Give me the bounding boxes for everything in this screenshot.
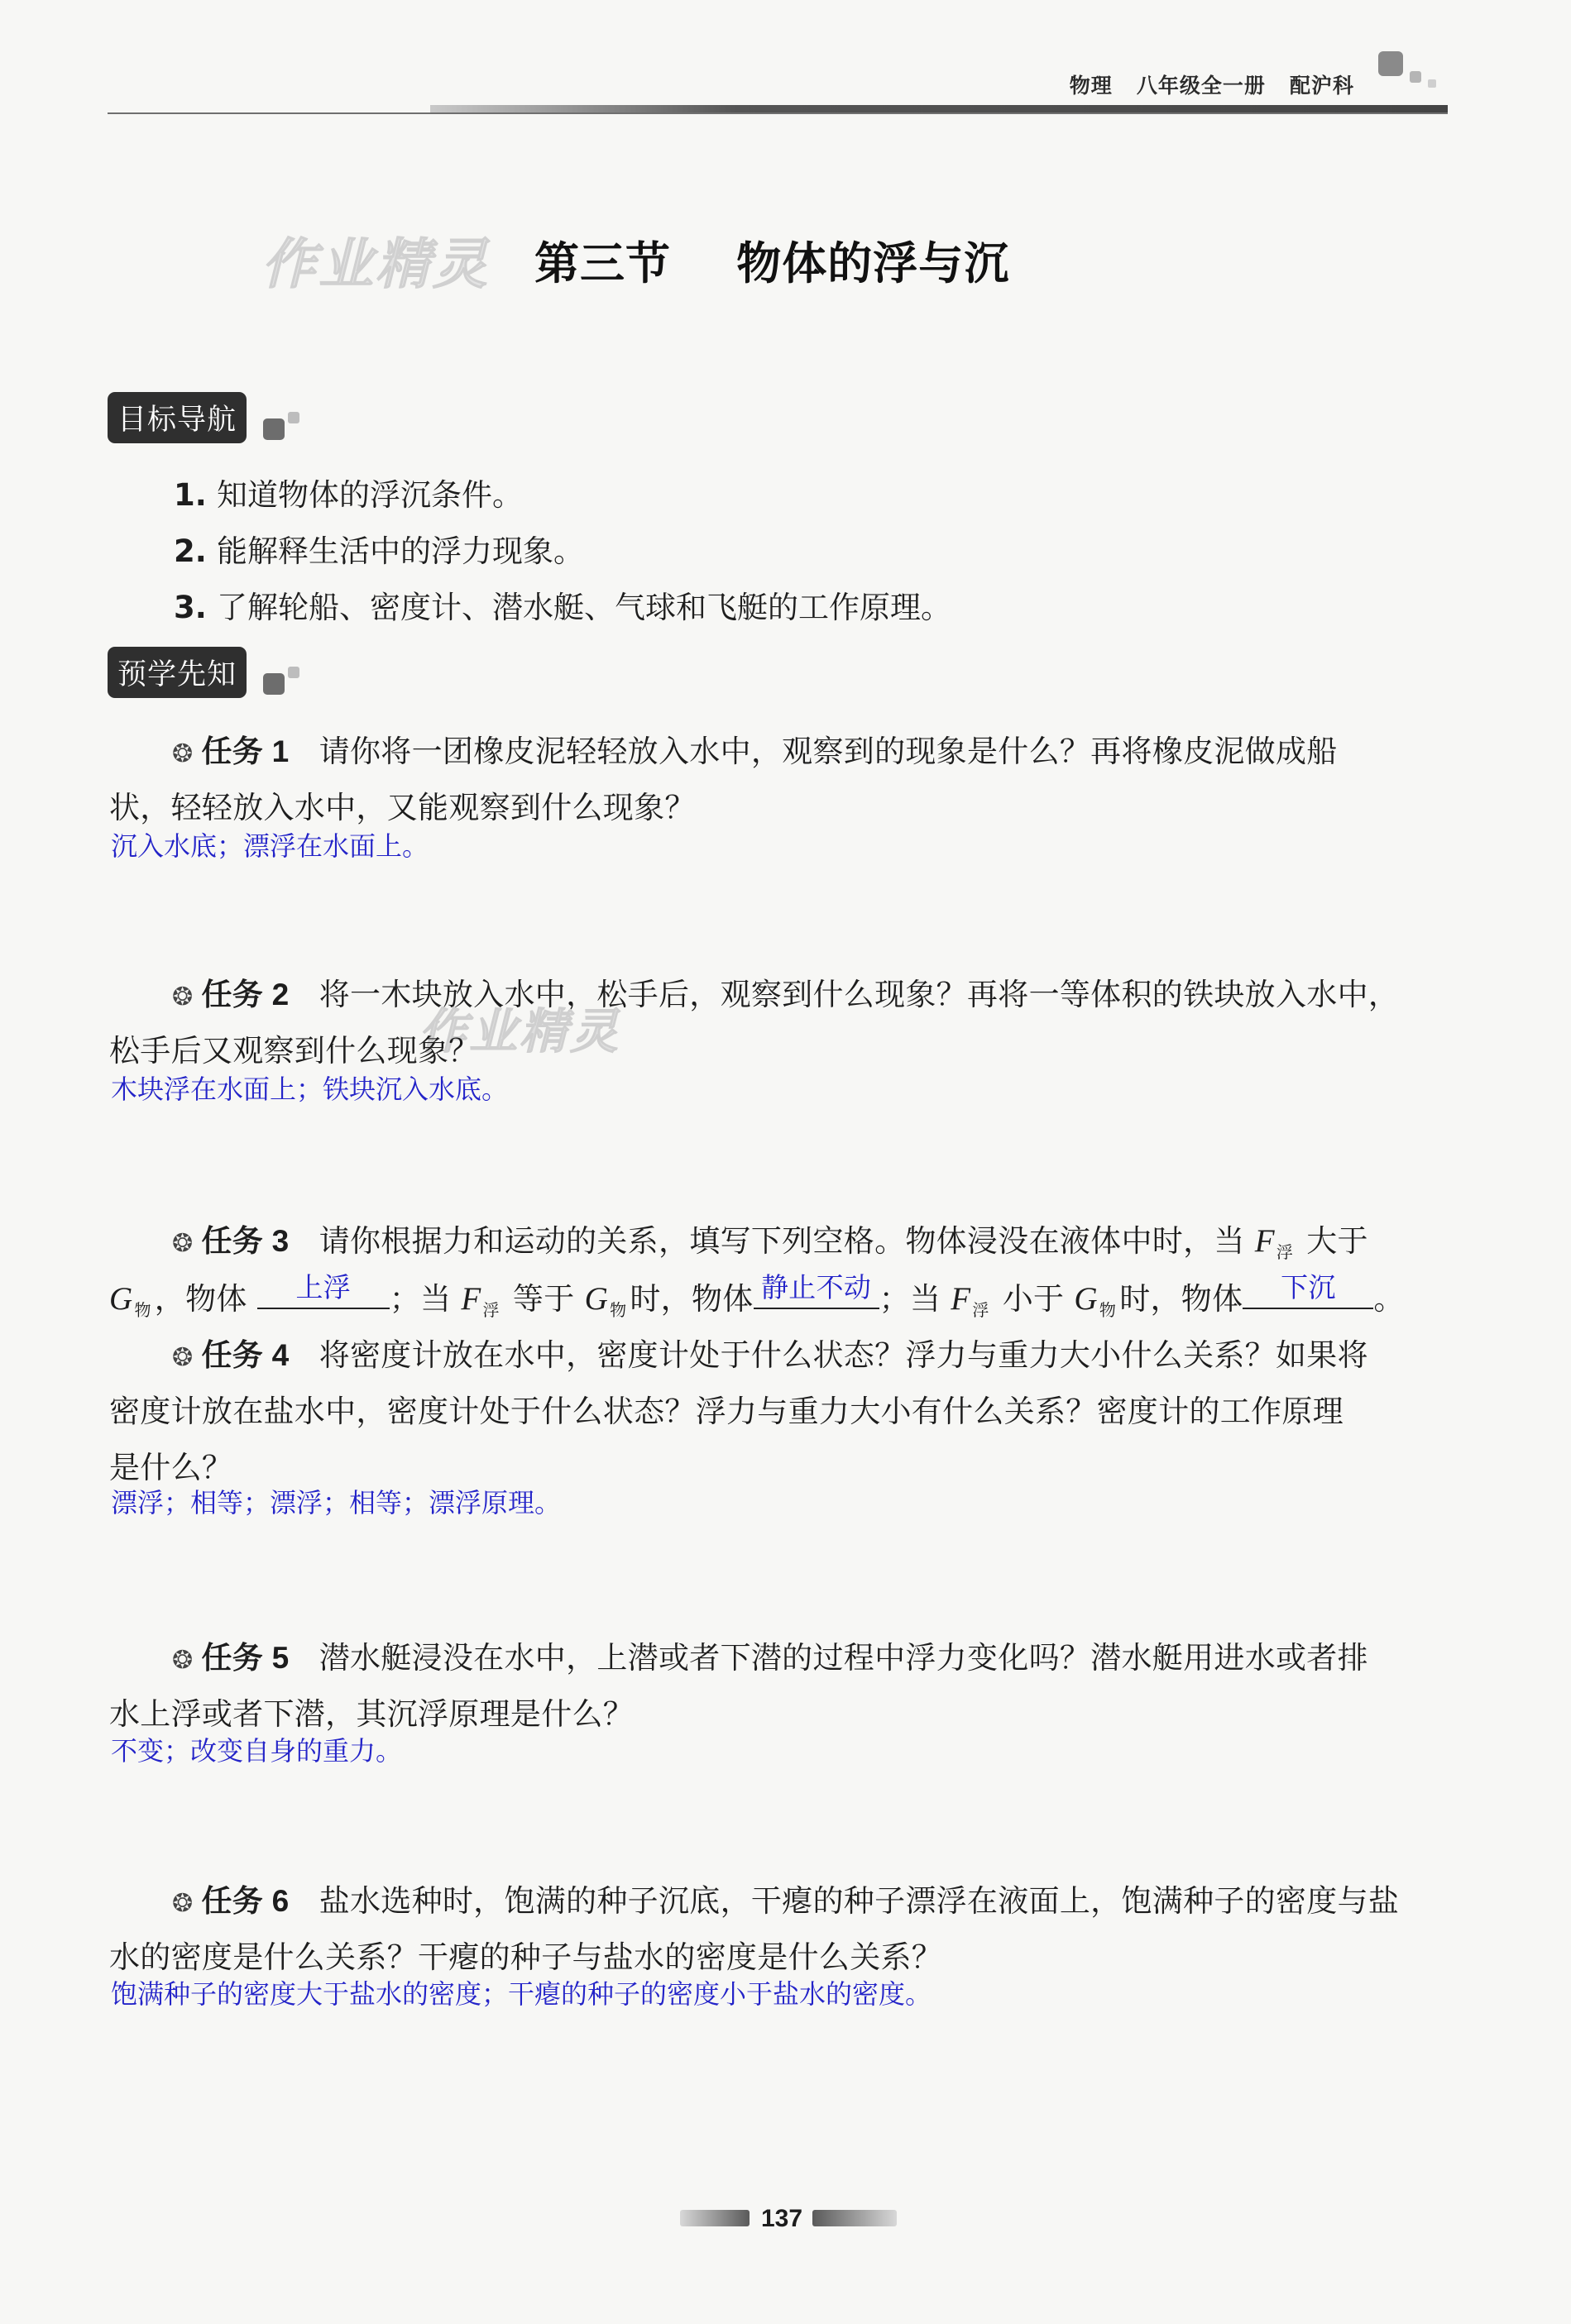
header-rule-thick	[430, 105, 1448, 112]
footer-decor-bar	[680, 2210, 750, 2226]
watermark: 作业精灵	[419, 1003, 621, 1059]
task1-question: ❂ 任务 1 请你将一团橡皮泥轻轻放入水中，观察到的现象是什么？再将橡皮泥做成船	[172, 734, 1338, 769]
header-decor-square	[1428, 79, 1436, 88]
section-title: 第三节 物体的浮与沉	[534, 237, 1010, 289]
goal-item: 1. 知道物体的浮沉条件。	[174, 477, 523, 513]
goal-item: 2. 能解释生活中的浮力现象。	[174, 533, 584, 569]
watermark: 作业精灵	[261, 232, 490, 296]
task4-answer: 漂浮；相等；漂浮；相等；漂浮原理。	[111, 1487, 562, 1518]
task2-question: ❂ 任务 2 将一木块放入水中，松手后，观察到什么现象？再将一等体积的铁块放入水中，	[172, 977, 1400, 1012]
task6-answer: 饱满种子的密度大于盐水的密度；干瘪的种子的密度小于盐水的密度。	[111, 1978, 932, 2010]
header-rule	[108, 112, 1448, 114]
task3-question: ❂ 任务 3 请你根据力和运动的关系，填写下列空格。物体浸没在液体中时，当 F $_浮$ 大于	[172, 1223, 1368, 1262]
gear-icon: ❂	[172, 1229, 194, 1258]
gear-icon: ❂	[172, 1343, 194, 1372]
blank-1[interactable]: 上浮	[257, 1274, 390, 1309]
gear-icon: ❂	[172, 1889, 194, 1918]
goal-item: 3. 了解轮船、密度计、潜水艇、气球和飞艇的工作原理。	[174, 590, 951, 625]
task1-question-cont: 状，轻轻放入水中，又能观察到什么现象？	[109, 790, 696, 825]
blank-2[interactable]: 静止不动	[754, 1274, 879, 1309]
task4-question-cont: 是什么？	[109, 1450, 233, 1485]
task2-question-cont: 松手后又观察到什么现象？	[109, 1033, 480, 1069]
task4-question: ❂ 任务 4 将密度计放在水中，密度计处于什么状态？浮力与重力大小什么关系？如果将	[172, 1337, 1368, 1373]
footer-decor-bar	[812, 2210, 897, 2226]
gear-icon: ❂	[172, 739, 194, 768]
blank-3[interactable]: 下沉	[1243, 1274, 1373, 1309]
task6-question-cont: 水的密度是什么关系？干瘪的种子与盐水的密度是什么关系？	[109, 1939, 943, 1975]
task5-question: ❂ 任务 5 潜水艇浸没在水中，上潜或者下潜的过程中浮力变化吗？潜水艇用进水或者排	[172, 1640, 1368, 1676]
goals-badge: 目标导航	[108, 392, 247, 443]
task2-answer: 木块浮在水面上；铁块沉入水底。	[111, 1074, 509, 1105]
header-decor-square	[1410, 71, 1421, 83]
task4-question-cont: 密度计放在盐水中，密度计处于什么状态？浮力与重力大小有什么关系？密度计的工作原理	[109, 1394, 1343, 1429]
task6-question: ❂ 任务 6 盐水选种时，饱满的种子沉底，干瘪的种子漂浮在液面上，饱满种子的密度与盐	[172, 1883, 1400, 1919]
badge-decor-square	[263, 418, 285, 440]
task3-fill-line: G $_物$ ，物体 上浮 ；当 F $_浮$ 等于 G $_物$ 时，物体 静止不动 ；当 F $_浮$ 小于 G $_物$ 时，物体 下沉 。	[109, 1271, 1405, 1320]
badge-decor-square	[288, 667, 299, 678]
running-header: 物理 八年级全一册 配沪科	[1069, 74, 1354, 98]
task5-question-cont: 水上浮或者下潜，其沉浮原理是什么？	[109, 1696, 635, 1732]
header-decor-square	[1378, 51, 1403, 76]
task5-answer: 不变；改变自身的重力。	[111, 1735, 403, 1767]
gear-icon: ❂	[172, 983, 194, 1011]
page-number: 137	[761, 2205, 803, 2232]
gear-icon: ❂	[172, 1646, 194, 1675]
badge-decor-square	[263, 673, 285, 695]
badge-decor-square	[288, 412, 299, 423]
task1-answer: 沉入水底；漂浮在水面上。	[111, 830, 429, 862]
preview-badge: 预学先知	[108, 647, 247, 698]
